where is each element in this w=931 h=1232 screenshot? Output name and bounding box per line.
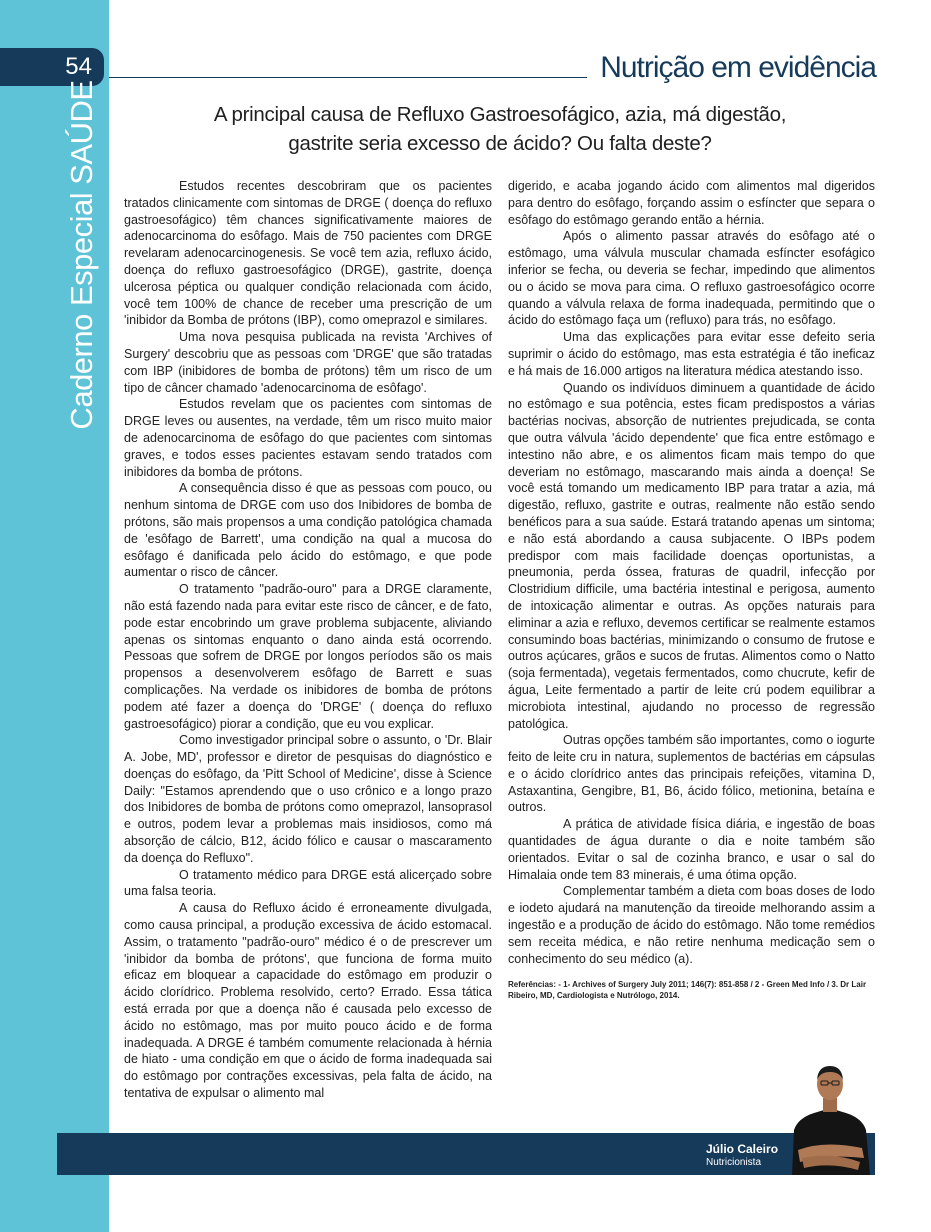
section-title: Nutrição em evidência — [600, 51, 876, 84]
article-headline — [150, 100, 850, 158]
headline-line-2: gastrite seria excesso de ácido? Ou falta deste? — [288, 132, 712, 155]
paragraph: Quando os indivíduos diminuem a quantidade de ácido no estômago e sua potência, estes ficam predispostos a várias bactérias nocivas, absorção de nutrientes prejudicada, se conta que outra válvula 'ácido dependente' que fica entre estômago e intestino não abre, e os alimentos ficam mais tempo do que deveriam no estômago, mascarando mais ainda a doença! Se você está tomando um medicamento IBP para tratar a azia, má digestão, refluxo, gastrite e outras, realmente não estão sendo benéficos para a sua saúde. Estará tratando apenas um sintoma; e não está abordando a causa subjacente. O IBPs podem predispor com mais facilidade doenças oportunistas, a pneumonia, perda óssea, fraturas de quadril, infecção por Clostridium difficile, uma bactéria intestinal e perigosa, aumento de intoxicação alimentar e outras. As opções naturais para eliminar a azia e refluxo, devemos certificar se realmente estamos consumindo boas bactérias, minimizando o consumo de frutose e outros açúcares, grãos e sucos de frutas. Alimentos como o Natto (soja fermentada), vegetais fermentados, como chucrute, kefir de água, Leite fermentado a partir de leite crú podem equilibrar a microbiota intestinal, ajudando no processo de regressão patológica. — [508, 380, 875, 731]
paragraph-continuation: digerido, e acaba jogando ácido com alimentos mal digeridos para dentro do esôfago, forçando assim o esfíncter que separa o esôfago do estômago gerando então a hérnia. — [508, 179, 875, 227]
author-photo — [784, 1058, 875, 1175]
paragraph: Como investigador principal sobre o assunto, o 'Dr. Blair A. Jobe, MD', professor e diretor de pesquisas do diagnóstico e doenças do esôfago, da 'Pitt School of Medicine', disse à Science Daily: "Estamos aprendendo que o uso crônico e a longo prazo dos Inibidores de bomba de prótons como omeprazol, lansoprasol e outros, podem levar a problemas mais insidiosos, como má absorção de cálcio, B12, ácido fólico e causar o mascaramento da doença do Refluxo". — [124, 733, 492, 865]
headline-line-1: A principal causa de Refluxo Gastroesofágico, azia, má digestão, — [213, 103, 787, 126]
paragraph: A consequência disso é que as pessoas com pouco, ou nenhum sintoma de DRGE com uso dos Inibidores de bomba de prótons, são mais propensos a uma condição patológica chamada de 'esôfago de Barrett', uma condição na qual a mucosa do esôfago é danificada pelo ácido do estômago, e que pode aumentar o risco de câncer. — [124, 481, 492, 580]
paragraph: A causa do Refluxo ácido é erroneamente divulgada, como causa principal, a produção excessiva de ácido estomacal. Assim, o tratamento "padrão-ouro" médico é o de prescrever um 'inibidor da bomba de prótons', que funciona de forma muito eficaz em bloquear a capacidade do estômago em produzir o ácido clorídrico. Problema resolvido, certo? Errado. Essa tática está errada por que a doença não é causada pelo excesso de ácido no estômago, mas por muito pouco ácido e de forma inadequada. A DRGE é também comumente relacionada à hérnia de hiato - uma condição em que o ácido de forma inadequada sai do estômago por contrações excessivas, pela falta de ácido, na tentativa de expulsar o alimento mal — [124, 901, 492, 1101]
author-role: Nutricionista — [706, 1157, 762, 1168]
article-column-left — [124, 178, 492, 1102]
paragraph: Uma das explicações para evitar esse defeito seria suprimir o ácido do estômago, mas esta estratégia é tão ineficaz e há mais de 16.000 artigos na literatura médica atestando isso. — [508, 330, 875, 378]
header-rule — [109, 77, 587, 78]
page-number: 54 — [65, 53, 92, 80]
paragraph: A prática de atividade física diária, e ingestão de boas quantidades de água durante o dia e noite também são orientados. Evitar o sal de cozinha branco, e usar o sal do Himalaia onde tem 83 minerais, é uma ótima opção. — [508, 817, 875, 882]
paragraph: Estudos revelam que os pacientes com sintomas de DRGE leves ou ausentes, na verdade, têm um risco muito maior de adenocarcinoma de esôfago do que pacientes com sintomas graves, e todos esses pacientes estavam sendo tratados com inibidores da bomba de prótons. — [124, 397, 492, 479]
paragraph: O tratamento médico para DRGE está alicerçado sobre uma falsa teoria. — [124, 867, 492, 899]
paragraph: Complementar também a dieta com boas doses de Iodo e iodeto ajudará na manutenção da tireoide melhorando assim a ingestão e a produção de ácido do estômago. Não tome remédios sem receita médica, e não retire nenhuma medicação sem o conhecimento do seu médico (a). — [508, 884, 875, 966]
article-column-right — [508, 178, 875, 1001]
paragraph: Após o alimento passar através do esôfago até o estômago, uma válvula muscular chamada esfíncter esofágico inferior se fecha, ou deveria se fechar, impedindo que alimentos ou o ácido se mova para cima. O refluxo gastroesofágico ocorre quando a válvula relaxa de forma inadequada, permitindo que o ácido do estômago faça um (refluxo) para trás, no esôfago. — [508, 229, 875, 328]
paragraph: O tratamento "padrão-ouro" para a DRGE claramente, não está fazendo nada para evitar este risco de câncer, e de fato, pode estar encobrindo um grave problema subjacente, aliviando apenas os sintomas enquanto o dano ainda está ocorrendo. Pessoas que sofrem de DRGE por longos períodos são os mais propensos a desenvolverem esôfago de Barrett e suas complicações. Na verdade os inibidores de bomba de prótons podem até fazer a doença do 'DRGE' ( doença do refluxo gastroesofágico) piorar a condição, que eu vou explicar. — [124, 582, 492, 731]
author-name: Júlio Caleiro — [706, 1142, 779, 1156]
references: Referências: - 1- Archives of Surgery July 2011; 146(7): 851-858 / 2 - Green Med Info / 3. Dr Lair Ribeiro, MD, Cardiologista e Nutrólogo, 2014. — [508, 980, 867, 1001]
section-side-title: Caderno Especial SAÚDE — [64, 80, 99, 430]
paragraph: Uma nova pesquisa publicada na revista 'Archives of Surgery' descobriu que as pessoas com 'DRGE' que são tratadas com IBP (inibidores de bomba de prótons) têm um risco de um tipo de câncer chamado 'adenocarcinoma de esôfago'. — [124, 330, 492, 395]
paragraph: Estudos recentes descobriram que os pacientes tratados clinicamente com sintomas de DRGE ( doença do refluxo gastroesofágico) têm chances significativamente maiores de adenocarcinoma do esôfago. Mais de 750 pacientes com DRGE revelaram adenocarcinogenesis. Se você tem azia, refluxo ácido, doença do refluxo gastroesofágico (DRGE), gastrite, doença ulcerosa péptica ou qualquer condição relacionada com ácido, você tem 100% de chance de receber uma prescrição de um 'inibidor da Bomba de prótons (IBP), como omeprazol e similares. — [124, 179, 492, 328]
paragraph: Outras opções também são importantes, como o iogurte feito de leite cru in natura, suplementos de bactérias em cápsulas e o ácido clorídrico antes das principais refeições, vitamina D, Astaxantina, Gengibre, B1, B6, ácido fólico, metionina, betaína e outros. — [508, 733, 875, 815]
